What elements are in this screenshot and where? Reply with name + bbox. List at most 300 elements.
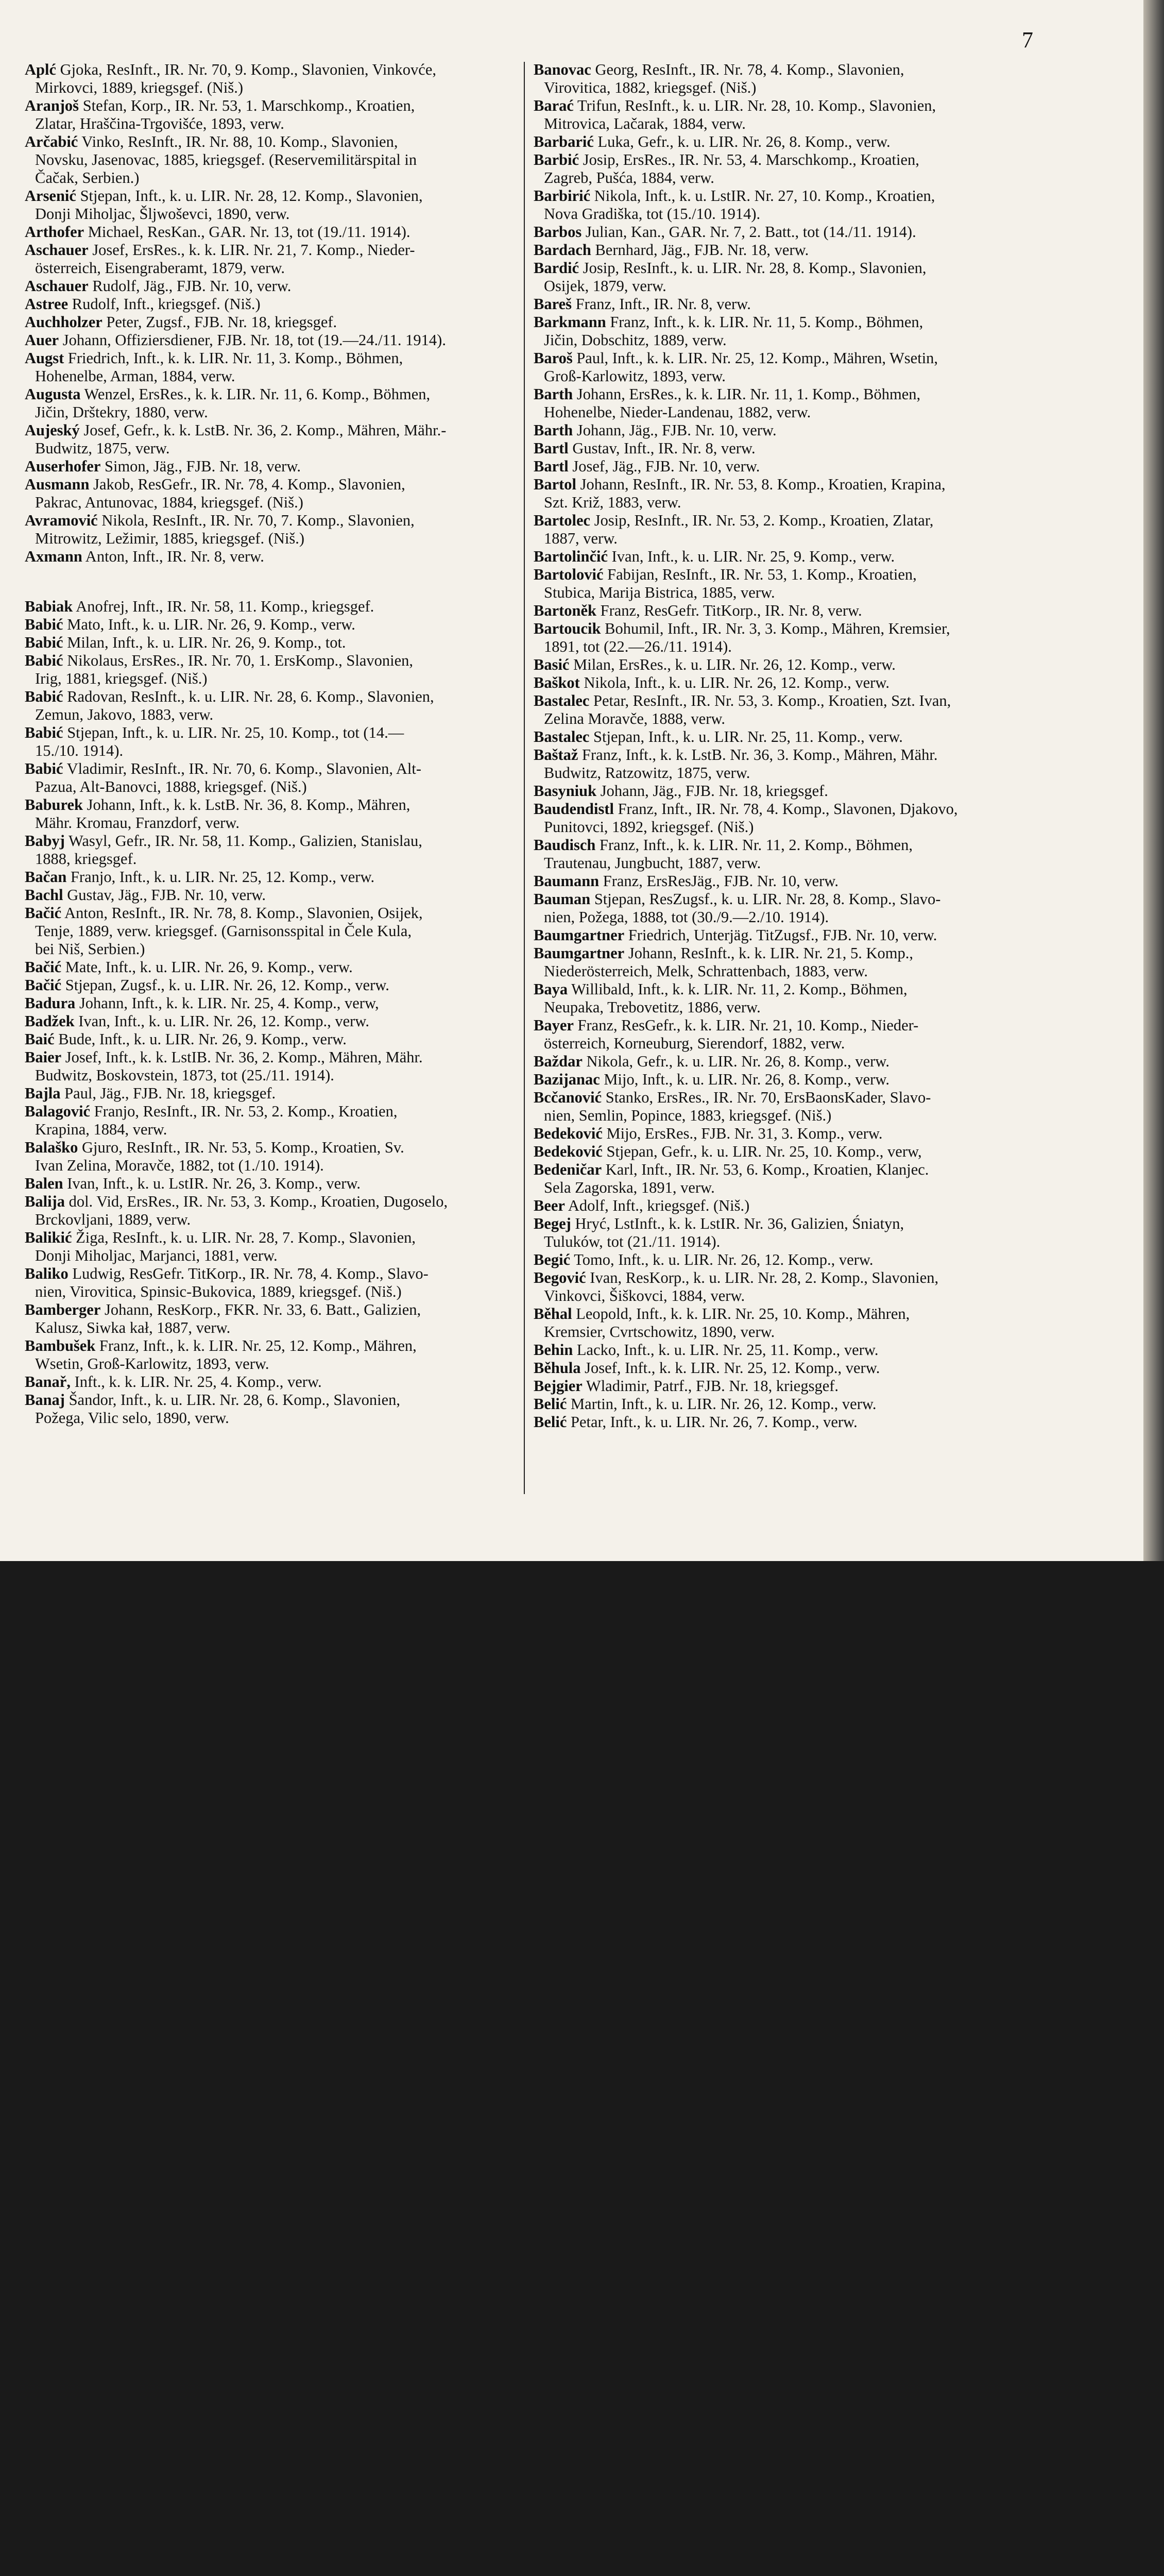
entry-surname: Bareš	[534, 295, 572, 313]
entry	[534, 620, 1049, 656]
entry-surname: Arsenić	[25, 187, 76, 205]
entry	[25, 133, 540, 187]
entry-continuation: Ivan Zelina, Moravče, 1882, tot (1./10. 1914).	[35, 1157, 324, 1174]
entry-details: Franz, Inft., k. k. LstB. Nr. 36, 3. Komp., Mähren, Mähr.	[578, 746, 938, 764]
entry-continuation: Groß-Karlowitz, 1893, verw.	[544, 367, 726, 385]
entry	[534, 980, 1049, 1016]
entry-surname: Barbić	[534, 151, 579, 168]
entry-surname: Běhula	[534, 1359, 581, 1377]
entry-surname: Aplć	[25, 61, 56, 78]
entry-surname: Basić	[534, 656, 570, 673]
entry-details: Šandor, Inft., k. u. LIR. Nr. 28, 6. Komp., Slavonien,	[64, 1391, 401, 1409]
entry-surname: Baudisch	[534, 836, 596, 854]
entry	[534, 421, 1049, 439]
entry-surname: Balagović	[25, 1103, 91, 1120]
entry-continuation: Niederösterreich, Melk, Schrattenbach, 1883, verw.	[544, 962, 868, 980]
entry-details: Johann, Offiziersdiener, FJB. Nr. 18, tot (19.—24./11. 1914).	[59, 331, 446, 349]
entry-details: Johann, Jäg., FJB. Nr. 18, kriegsgef.	[596, 782, 828, 800]
entry-details: Rudolf, Inft., kriegsgef. (Niš.)	[68, 295, 261, 313]
entry-details: Vladimir, ResInft., IR. Nr. 70, 6. Komp., Slavonien, Alt-	[63, 760, 422, 777]
entry-continuation: 1888, kriegsgef.	[35, 850, 137, 868]
entry-surname: Auchholzer	[25, 313, 102, 331]
entry-surname: Basyniuk	[534, 782, 597, 800]
entry-continuation: Pakrac, Antunovac, 1884, kriegsgef. (Niš.)	[35, 494, 303, 511]
entry-surname: Bartol	[534, 476, 577, 493]
entry-details: Gustav, Inft., IR. Nr. 8, verw.	[568, 439, 756, 457]
entry	[534, 1413, 1049, 1431]
entry	[534, 836, 1049, 872]
entry-continuation: Brckovljani, 1889, verw.	[35, 1211, 191, 1228]
entry-details: Vinko, ResInft., IR. Nr. 88, 10. Komp., Slavonien,	[78, 133, 398, 150]
entry-details: Stanko, ErsRes., IR. Nr. 70, ErsBaonsKader, Slavo-	[602, 1089, 931, 1106]
entry	[25, 634, 540, 652]
entry	[534, 1395, 1049, 1413]
column-divider	[524, 62, 525, 1494]
entry-surname: Barth	[534, 421, 573, 439]
entry-details: Josip, ResInft., IR. Nr. 53, 2. Komp., Kroatien, Zlatar,	[590, 512, 934, 529]
entry-surname: Bejgier	[534, 1377, 583, 1395]
entry-surname: Běhal	[534, 1305, 572, 1323]
entry-surname: Barbarić	[534, 133, 594, 150]
entry-surname: Begej	[534, 1215, 571, 1232]
entry-surname: Beer	[534, 1197, 565, 1214]
entry-surname: Bartoucik	[534, 620, 601, 637]
entry-continuation: Osijek, 1879, verw.	[544, 277, 666, 295]
entry-details: Josef, Inft., k. k. LIR. Nr. 25, 12. Komp., verw.	[580, 1359, 880, 1377]
entry-details: Mate, Inft., k. u. LIR. Nr. 26, 9. Komp., verw.	[61, 958, 353, 976]
entry	[534, 1215, 1049, 1251]
entry-surname: Bastalec	[534, 692, 590, 709]
entry-surname: Baliko	[25, 1265, 69, 1282]
entry-surname: Baya	[534, 980, 568, 998]
entry-surname: Bedeničar	[534, 1161, 602, 1178]
entry-details: Johann, ErsRes., k. k. LIR. Nr. 11, 1. Komp., Böhmen,	[573, 385, 921, 403]
entry	[25, 277, 540, 295]
entry	[534, 1197, 1049, 1215]
entry-continuation: Novsku, Jasenovac, 1885, kriegsgef. (Reservemilitärspital in	[35, 151, 417, 168]
entry-details: Josef, Inft., k. k. LstIB. Nr. 36, 2. Komp., Mähren, Mähr.	[61, 1048, 423, 1066]
entry-continuation: Donji Miholjac, Marjanci, 1881, verw.	[35, 1247, 278, 1264]
entry-surname: Bayer	[534, 1016, 574, 1034]
entry-surname: Barbos	[534, 223, 582, 241]
entry	[534, 61, 1049, 97]
entry-details: Mato, Inft., k. u. LIR. Nr. 26, 9. Komp., verw.	[63, 616, 355, 633]
entry-surname: Aujeský	[25, 421, 80, 439]
entry-surname: Axmann	[25, 548, 82, 565]
entry	[25, 548, 540, 566]
entry	[25, 1030, 540, 1048]
entry	[534, 926, 1049, 944]
entry-continuation: Trautenau, Jungbucht, 1887, verw.	[544, 854, 761, 872]
entry-continuation: Vinkovci, Šiškovci, 1884, verw.	[544, 1287, 745, 1304]
entry	[25, 223, 540, 241]
entry	[534, 728, 1049, 746]
entry-surname: Babyj	[25, 832, 65, 850]
entry-details: Franz, Inft., k. k. LIR. Nr. 11, 2. Komp., Böhmen,	[595, 836, 913, 854]
entry-continuation: Pazua, Alt-Banovci, 1888, kriegsgef. (Niš.)	[35, 778, 307, 795]
entry-surname: Augst	[25, 349, 64, 367]
entry-continuation: österreich, Korneuburg, Sierendorf, 1882, verw.	[544, 1035, 845, 1052]
entry-details: Josef, Jäg., FJB. Nr. 10, verw.	[568, 457, 760, 475]
entry-details: Josef, ErsRes., k. k. LIR. Nr. 21, 7. Komp., Nieder-	[88, 241, 415, 259]
section-gap	[25, 566, 540, 598]
entry-surname: Ausmann	[25, 476, 90, 493]
entry-details: Franjo, Inft., k. u. LIR. Nr. 25, 12. Komp., verw.	[66, 868, 375, 886]
entry-details: Nikola, Inft., k. u. LstIR. Nr. 27, 10. Komp., Kroatien,	[590, 187, 935, 205]
entry-details: Johann, Inft., k. k. LIR. Nr. 25, 4. Komp., verw,	[75, 994, 379, 1012]
entry-surname: Balija	[25, 1193, 65, 1210]
entry-surname: Bauman	[534, 890, 591, 908]
page-number: 7	[1022, 27, 1033, 53]
entry-details: Wladimir, Patrf., FJB. Nr. 18, kriegsgef.	[582, 1377, 839, 1395]
entry-details: Bude, Inft., k. u. LIR. Nr. 26, 9. Komp., verw.	[54, 1030, 347, 1048]
entry	[534, 1305, 1049, 1341]
entry-details: Bohumil, Inft., IR. Nr. 3, 3. Komp., Mähren, Kremsier,	[601, 620, 950, 637]
entry-surname: Avramović	[25, 512, 98, 529]
entry-surname: Baumgartner	[534, 926, 625, 944]
entry	[534, 1016, 1049, 1053]
entry-details: Ludwig, ResGefr. TitKorp., IR. Nr. 78, 4. Komp., Slavo-	[68, 1265, 429, 1282]
entry-details: Nikola, Gefr., k. u. LIR. Nr. 26, 8. Komp., verw.	[582, 1053, 889, 1070]
entry	[534, 1341, 1049, 1359]
entry-details: Franz, ErsResJäg., FJB. Nr. 10, verw.	[599, 872, 838, 890]
entry	[25, 1373, 540, 1391]
entry	[534, 800, 1049, 836]
entry	[25, 313, 540, 331]
entry-surname: Bazijanac	[534, 1071, 600, 1088]
entry-surname: Baier	[25, 1048, 62, 1066]
entry	[25, 958, 540, 976]
entry-details: Martin, Inft., k. u. LIR. Nr. 26, 12. Komp., verw.	[567, 1395, 877, 1413]
entry	[534, 313, 1049, 349]
entry-surname: Arthofer	[25, 223, 84, 241]
entry	[534, 439, 1049, 457]
entry-surname: Babić	[25, 760, 63, 777]
entry-surname: Bcčanović	[534, 1089, 602, 1106]
entry-details: Milan, Inft., k. u. LIR. Nr. 26, 9. Komp., tot.	[63, 634, 346, 651]
entry-continuation: Zelina Moravče, 1888, verw.	[544, 710, 726, 727]
entry-details: Hryć, LstInft., k. k. LstIR. Nr. 36, Galizien, Śniatyn,	[571, 1215, 904, 1232]
entry-details: Ivan, ResKorp., k. u. LIR. Nr. 28, 2. Komp., Slavonien,	[586, 1269, 939, 1286]
entry-surname: Bedeković	[534, 1143, 603, 1160]
entry	[25, 61, 540, 97]
entry-details: Franz, ResGefr. TitKorp., IR. Nr. 8, verw.	[596, 602, 862, 619]
entry-surname: Bartolinčić	[534, 548, 608, 565]
entry-continuation: Punitovci, 1892, kriegsgef. (Niš.)	[544, 818, 754, 836]
entry-details: Ivan, Inft., k. u. LstIR. Nr. 26, 3. Komp., verw.	[63, 1175, 361, 1192]
entry-details: Ivan, Inft., k. u. LIR. Nr. 26, 12. Komp., verw.	[74, 1012, 369, 1030]
entry-details: Willibald, Inft., k. k. LIR. Nr. 11, 2. Komp., Böhmen,	[568, 980, 908, 998]
left-column	[25, 61, 540, 1427]
entry-details: Julian, Kan., GAR. Nr. 7, 2. Batt., tot (14./11. 1914).	[581, 223, 916, 241]
entry-surname: Bastalec	[534, 728, 590, 745]
entry-details: Stjepan, Zugsf., k. u. LIR. Nr. 26, 12. Komp., verw.	[61, 976, 389, 994]
entry-surname: Bambušek	[25, 1337, 96, 1354]
entry	[25, 832, 540, 868]
entry	[534, 223, 1049, 241]
entry	[534, 1161, 1049, 1197]
entry-surname: Bartl	[534, 439, 569, 457]
entry	[25, 1391, 540, 1427]
entry	[25, 1175, 540, 1193]
entry-surname: Babić	[25, 724, 63, 741]
entry	[25, 976, 540, 994]
entry-details: Johann, ResKorp., FKR. Nr. 33, 6. Batt., Galizien,	[100, 1301, 421, 1318]
entry	[25, 187, 540, 223]
entry-surname: Badura	[25, 994, 76, 1012]
entry	[25, 1265, 540, 1301]
entry	[25, 1193, 540, 1229]
entry-continuation: Mitrovica, Lačarak, 1884, verw.	[544, 115, 746, 132]
entry-details: Anofrej, Inft., IR. Nr. 58, 11. Komp., kriegsgef.	[73, 598, 374, 615]
entry	[534, 566, 1049, 602]
entry	[534, 1377, 1049, 1395]
entry-continuation: Krapina, 1884, verw.	[35, 1121, 167, 1138]
entry-details: Stjepan, Inft., k. u. LIR. Nr. 28, 12. Komp., Slavonien,	[76, 187, 423, 205]
entry-details: Fabijan, ResInft., IR. Nr. 53, 1. Komp., Kroatien,	[603, 566, 917, 583]
entry-details: Rudolf, Jäg., FJB. Nr. 10, verw.	[88, 277, 292, 295]
entry-details: Friedrich, Inft., k. k. LIR. Nr. 11, 3. Komp., Böhmen,	[64, 349, 403, 367]
entry-details: Adolf, Inft., kriegsgef. (Niš.)	[564, 1197, 750, 1214]
entry-details: Nikola, Inft., k. u. LIR. Nr. 26, 12. Komp., verw.	[579, 674, 890, 691]
entry	[25, 598, 540, 616]
entry-continuation: Jičin, Dobschitz, 1889, verw.	[544, 331, 727, 349]
entry-continuation: Irig, 1881, kriegsgef. (Niš.)	[35, 670, 208, 687]
entry-continuation: nien, Semlin, Popince, 1883, kriegsgef. (Niš.)	[544, 1107, 832, 1124]
entry-continuation: Kremsier, Cvrtschowitz, 1890, verw.	[544, 1323, 775, 1341]
entry	[534, 349, 1049, 385]
entry	[25, 1012, 540, 1030]
entry	[534, 674, 1049, 692]
entry-details: dol. Vid, ErsRes., IR. Nr. 53, 3. Komp., Kroatien, Dugoselo,	[64, 1193, 448, 1210]
entry-details: Johann, ResInft., IR. Nr. 53, 8. Komp., Kroatien, Krapina,	[576, 476, 946, 493]
entry	[25, 476, 540, 512]
right-column	[534, 61, 1049, 1431]
entry-details: Stjepan, ResZugsf., k. u. LIR. Nr. 28, 8. Komp., Slavo-	[590, 890, 941, 908]
entry-continuation: Budwitz, Ratzowitz, 1875, verw.	[544, 764, 750, 782]
entry-surname: Bartolec	[534, 512, 591, 529]
entry-surname: Bartolović	[534, 566, 604, 583]
entry-details: Johann, Inft., k. k. LstB. Nr. 36, 8. Komp., Mähren,	[83, 796, 410, 814]
entry-details: Gustav, Jäg., FJB. Nr. 10, verw.	[63, 886, 266, 904]
entry	[25, 868, 540, 886]
entry	[25, 994, 540, 1012]
entry-surname: Augusta	[25, 385, 81, 403]
entry-details: Lacko, Inft., k. u. LIR. Nr. 25, 11. Komp., verw.	[573, 1341, 879, 1359]
entry	[534, 187, 1049, 223]
entry-continuation: Tenje, 1889, verw. kriegsgef. (Garnisonsspital in Čele Kula,	[35, 922, 412, 940]
entry	[534, 1269, 1049, 1305]
entry-continuation: Zlatar, Hraščina-Trgovišće, 1893, verw.	[35, 115, 284, 132]
entry-details: Josip, ResInft., k. u. LIR. Nr. 28, 8. Komp., Slavonien,	[579, 259, 927, 277]
entry-continuation: 1887, verw.	[544, 530, 618, 547]
entry	[534, 1251, 1049, 1269]
entry	[25, 349, 540, 385]
entry-surname: Barbirić	[534, 187, 591, 205]
entry	[534, 1359, 1049, 1377]
entry-surname: Baumgartner	[534, 944, 625, 962]
entry	[534, 746, 1049, 782]
entry	[25, 724, 540, 760]
entry-continuation: Hohenelbe, Nieder-Landenau, 1882, verw.	[544, 403, 811, 421]
entry	[534, 944, 1049, 980]
entry-details: Tomo, Inft., k. u. LIR. Nr. 26, 12. Komp., verw.	[570, 1251, 874, 1268]
entry-details: Stjepan, Inft., k. u. LIR. Nr. 25, 10. Komp., tot (14.—	[63, 724, 404, 741]
page-edge	[1143, 0, 1164, 1561]
entry-surname: Belić	[534, 1413, 567, 1431]
entry-surname: Auserhofer	[25, 457, 101, 475]
entry-continuation: Sela Zagorska, 1891, verw.	[544, 1179, 715, 1196]
entry-surname: Aschauer	[25, 277, 89, 295]
entry	[534, 692, 1049, 728]
entry	[25, 385, 540, 421]
entry	[25, 1084, 540, 1103]
entry-continuation: 1891, tot (22.—26./11. 1914).	[544, 638, 732, 655]
entry	[25, 1139, 540, 1175]
entry-details: Michael, ResKan., GAR. Nr. 13, tot (19./11. 1914).	[84, 223, 410, 241]
entry-details: Franz, Inft., k. k. LIR. Nr. 11, 5. Komp., Böhmen,	[606, 313, 923, 331]
entry-details: Inft., k. k. LIR. Nr. 25, 4. Komp., verw.	[70, 1373, 322, 1391]
entry-continuation: Zagreb, Pušća, 1884, verw.	[544, 169, 714, 187]
entry-continuation: Budwitz, 1875, verw.	[35, 439, 170, 457]
entry	[534, 259, 1049, 295]
entry	[25, 1337, 540, 1373]
entry-surname: Arčabić	[25, 133, 78, 150]
entry-details: Franjo, ResInft., IR. Nr. 53, 2. Komp., Kroatien,	[90, 1103, 398, 1120]
entry-surname: Barth	[534, 385, 573, 403]
entry-surname: Bartl	[534, 457, 569, 475]
entry-surname: Barać	[534, 97, 574, 114]
entry-continuation: Hohenelbe, Arman, 1884, verw.	[35, 367, 235, 385]
entry-details: Bernhard, Jäg., FJB. Nr. 18, verw.	[591, 241, 809, 259]
entry-surname: Baškot	[534, 674, 580, 691]
entry-continuation: Donji Miholjac, Šljwoševci, 1890, verw.	[35, 205, 290, 223]
entry-continuation: Požega, Vilic selo, 1890, verw.	[35, 1409, 229, 1427]
entry	[534, 133, 1049, 151]
entry-details: Jakob, ResGefr., IR. Nr. 78, 4. Komp., Slavonien,	[89, 476, 405, 493]
entry-continuation: Budwitz, Boskovstein, 1873, tot (25./11. 1914).	[35, 1066, 334, 1084]
entry	[25, 904, 540, 958]
entry-details: Petar, Inft., k. u. LIR. Nr. 26, 7. Komp., verw.	[567, 1413, 858, 1431]
entry-surname: Baždar	[534, 1053, 583, 1070]
entry-surname: Bačan	[25, 868, 67, 886]
entry-details: Stjepan, Gefr., k. u. LIR. Nr. 25, 10. Komp., verw,	[602, 1143, 922, 1160]
entry	[534, 782, 1049, 800]
entry-details: Anton, Inft., IR. Nr. 8, verw.	[82, 548, 264, 565]
entry	[534, 241, 1049, 259]
entry	[534, 1089, 1049, 1125]
entry-details: Georg, ResInft., IR. Nr. 78, 4. Komp., Slavonien,	[591, 61, 904, 78]
entry-continuation: Neupaka, Trebovetitz, 1886, verw.	[544, 998, 761, 1016]
entry-surname: Babić	[25, 688, 63, 705]
entry-details: Josip, ErsRes., IR. Nr. 53, 4. Marschkomp., Kroatien,	[579, 151, 919, 168]
entry-continuation: Kalusz, Siwka kał, 1887, verw.	[35, 1319, 231, 1336]
entry	[534, 1125, 1049, 1143]
entry	[25, 652, 540, 688]
entry	[534, 295, 1049, 313]
entry-continuation: bei Niš, Serbien.)	[35, 940, 145, 958]
entry-details: Franz, Inft., k. k. LIR. Nr. 25, 12. Komp., Mähren,	[95, 1337, 417, 1354]
entry-surname: Bedeković	[534, 1125, 603, 1142]
entry-surname: Banaj	[25, 1391, 65, 1409]
entry-details: Franz, ResGefr., k. k. LIR. Nr. 21, 10. Komp., Nieder-	[573, 1016, 919, 1034]
entry-surname: Belić	[534, 1395, 567, 1413]
entry-surname: Baštaž	[534, 746, 578, 764]
entry-surname: Balaško	[25, 1139, 78, 1156]
entry-details: Paul, Inft., k. k. LIR. Nr. 25, 12. Komp., Mähren, Wsetin,	[572, 349, 938, 367]
entry-surname: Auer	[25, 331, 59, 349]
entry-details: Žiga, ResInft., k. u. LIR. Nr. 28, 7. Komp., Slavonien,	[72, 1229, 416, 1246]
entry-surname: Bamberger	[25, 1301, 101, 1318]
entry-surname: Astree	[25, 295, 69, 313]
entry-surname: Badžek	[25, 1012, 75, 1030]
entry-details: Paul, Jäg., FJB. Nr. 18, kriegsgef.	[60, 1084, 276, 1102]
entry-surname: Baić	[25, 1030, 55, 1048]
entry	[534, 97, 1049, 133]
entry-surname: Banař,	[25, 1373, 71, 1391]
entry-details: Friedrich, Unterjäg. TitZugsf., FJB. Nr. 10, verw.	[624, 926, 937, 944]
entry-continuation: Wsetin, Groß-Karlowitz, 1893, verw.	[35, 1355, 269, 1372]
entry-continuation: Szt. Križ, 1883, verw.	[544, 494, 681, 511]
entry-details: Franz, Inft., IR. Nr. 78, 4. Komp., Slavonen, Djakovo,	[613, 800, 958, 818]
entry-details: Gjoka, ResInft., IR. Nr. 70, 9. Komp., Slavonien, Vinkovće,	[56, 61, 437, 78]
entry-details: Nikolaus, ErsRes., IR. Nr. 70, 1. ErsKomp., Slavonien,	[63, 652, 414, 669]
entry	[534, 512, 1049, 548]
entry	[534, 602, 1049, 620]
entry-details: Anton, ResInft., IR. Nr. 78, 8. Komp., Slavonien, Osijek,	[61, 904, 423, 922]
entry-details: Wenzel, ErsRes., k. k. LIR. Nr. 11, 6. Komp., Böhmen,	[80, 385, 431, 403]
entry-details: Wasyl, Gefr., IR. Nr. 58, 11. Komp., Galizien, Stanislau,	[64, 832, 422, 850]
entry-continuation: Mitrowitz, Ležimir, 1885, kriegsgef. (Niš.)	[35, 530, 305, 547]
entry-details: Simon, Jäg., FJB. Nr. 18, verw.	[100, 457, 301, 475]
entry-surname: Bačić	[25, 904, 62, 922]
entry-surname: Baroš	[534, 349, 573, 367]
entry	[25, 241, 540, 277]
entry-continuation: österreich, Eisengraberamt, 1879, verw.	[35, 259, 285, 277]
entry-continuation: Mähr. Kromau, Franzdorf, verw.	[35, 814, 239, 832]
entry-surname: Baburek	[25, 796, 83, 814]
entry-surname: Behin	[534, 1341, 573, 1359]
entry-continuation: Mirkovci, 1889, kriegsgef. (Niš.)	[35, 79, 244, 96]
entry	[534, 1053, 1049, 1071]
entry-details: Ivan, Inft., k. u. LIR. Nr. 25, 9. Komp., verw.	[608, 548, 895, 565]
entry-details: Milan, ErsRes., k. u. LIR. Nr. 26, 12. Komp., verw.	[569, 656, 896, 673]
entry	[534, 457, 1049, 476]
entry-continuation: Zemun, Jakovo, 1883, verw.	[35, 706, 214, 723]
entry	[25, 688, 540, 724]
entry-continuation: Stubica, Marija Bistrica, 1885, verw.	[544, 584, 775, 601]
entry-surname: Bachl	[25, 886, 63, 904]
entry-details: Karl, Inft., IR. Nr. 53, 6. Komp., Kroatien, Klanjec.	[602, 1161, 929, 1178]
entry	[534, 476, 1049, 512]
entry	[534, 1071, 1049, 1089]
entry-details: Stefan, Korp., IR. Nr. 53, 1. Marschkomp., Kroatien,	[79, 97, 415, 114]
entry-details: Mijo, Inft., k. u. LIR. Nr. 26, 8. Komp., verw.	[600, 1071, 889, 1088]
entry-continuation: nien, Virovitica, Spinsic-Bukovica, 1889, kriegsgef. (Niš.)	[35, 1283, 402, 1300]
viewer-footer	[0, 1561, 1164, 1701]
entry-continuation: Nova Gradiška, tot (15./10. 1914).	[544, 205, 761, 223]
entry	[25, 616, 540, 634]
entry	[25, 457, 540, 476]
entry-surname: Balen	[25, 1175, 63, 1192]
entry-surname: Barkmann	[534, 313, 606, 331]
entry	[25, 421, 540, 457]
entry-surname: Babiak	[25, 598, 73, 615]
entry-surname: Babić	[25, 616, 63, 633]
entry	[25, 97, 540, 133]
entry	[534, 1143, 1049, 1161]
entry-surname: Begović	[534, 1269, 586, 1286]
